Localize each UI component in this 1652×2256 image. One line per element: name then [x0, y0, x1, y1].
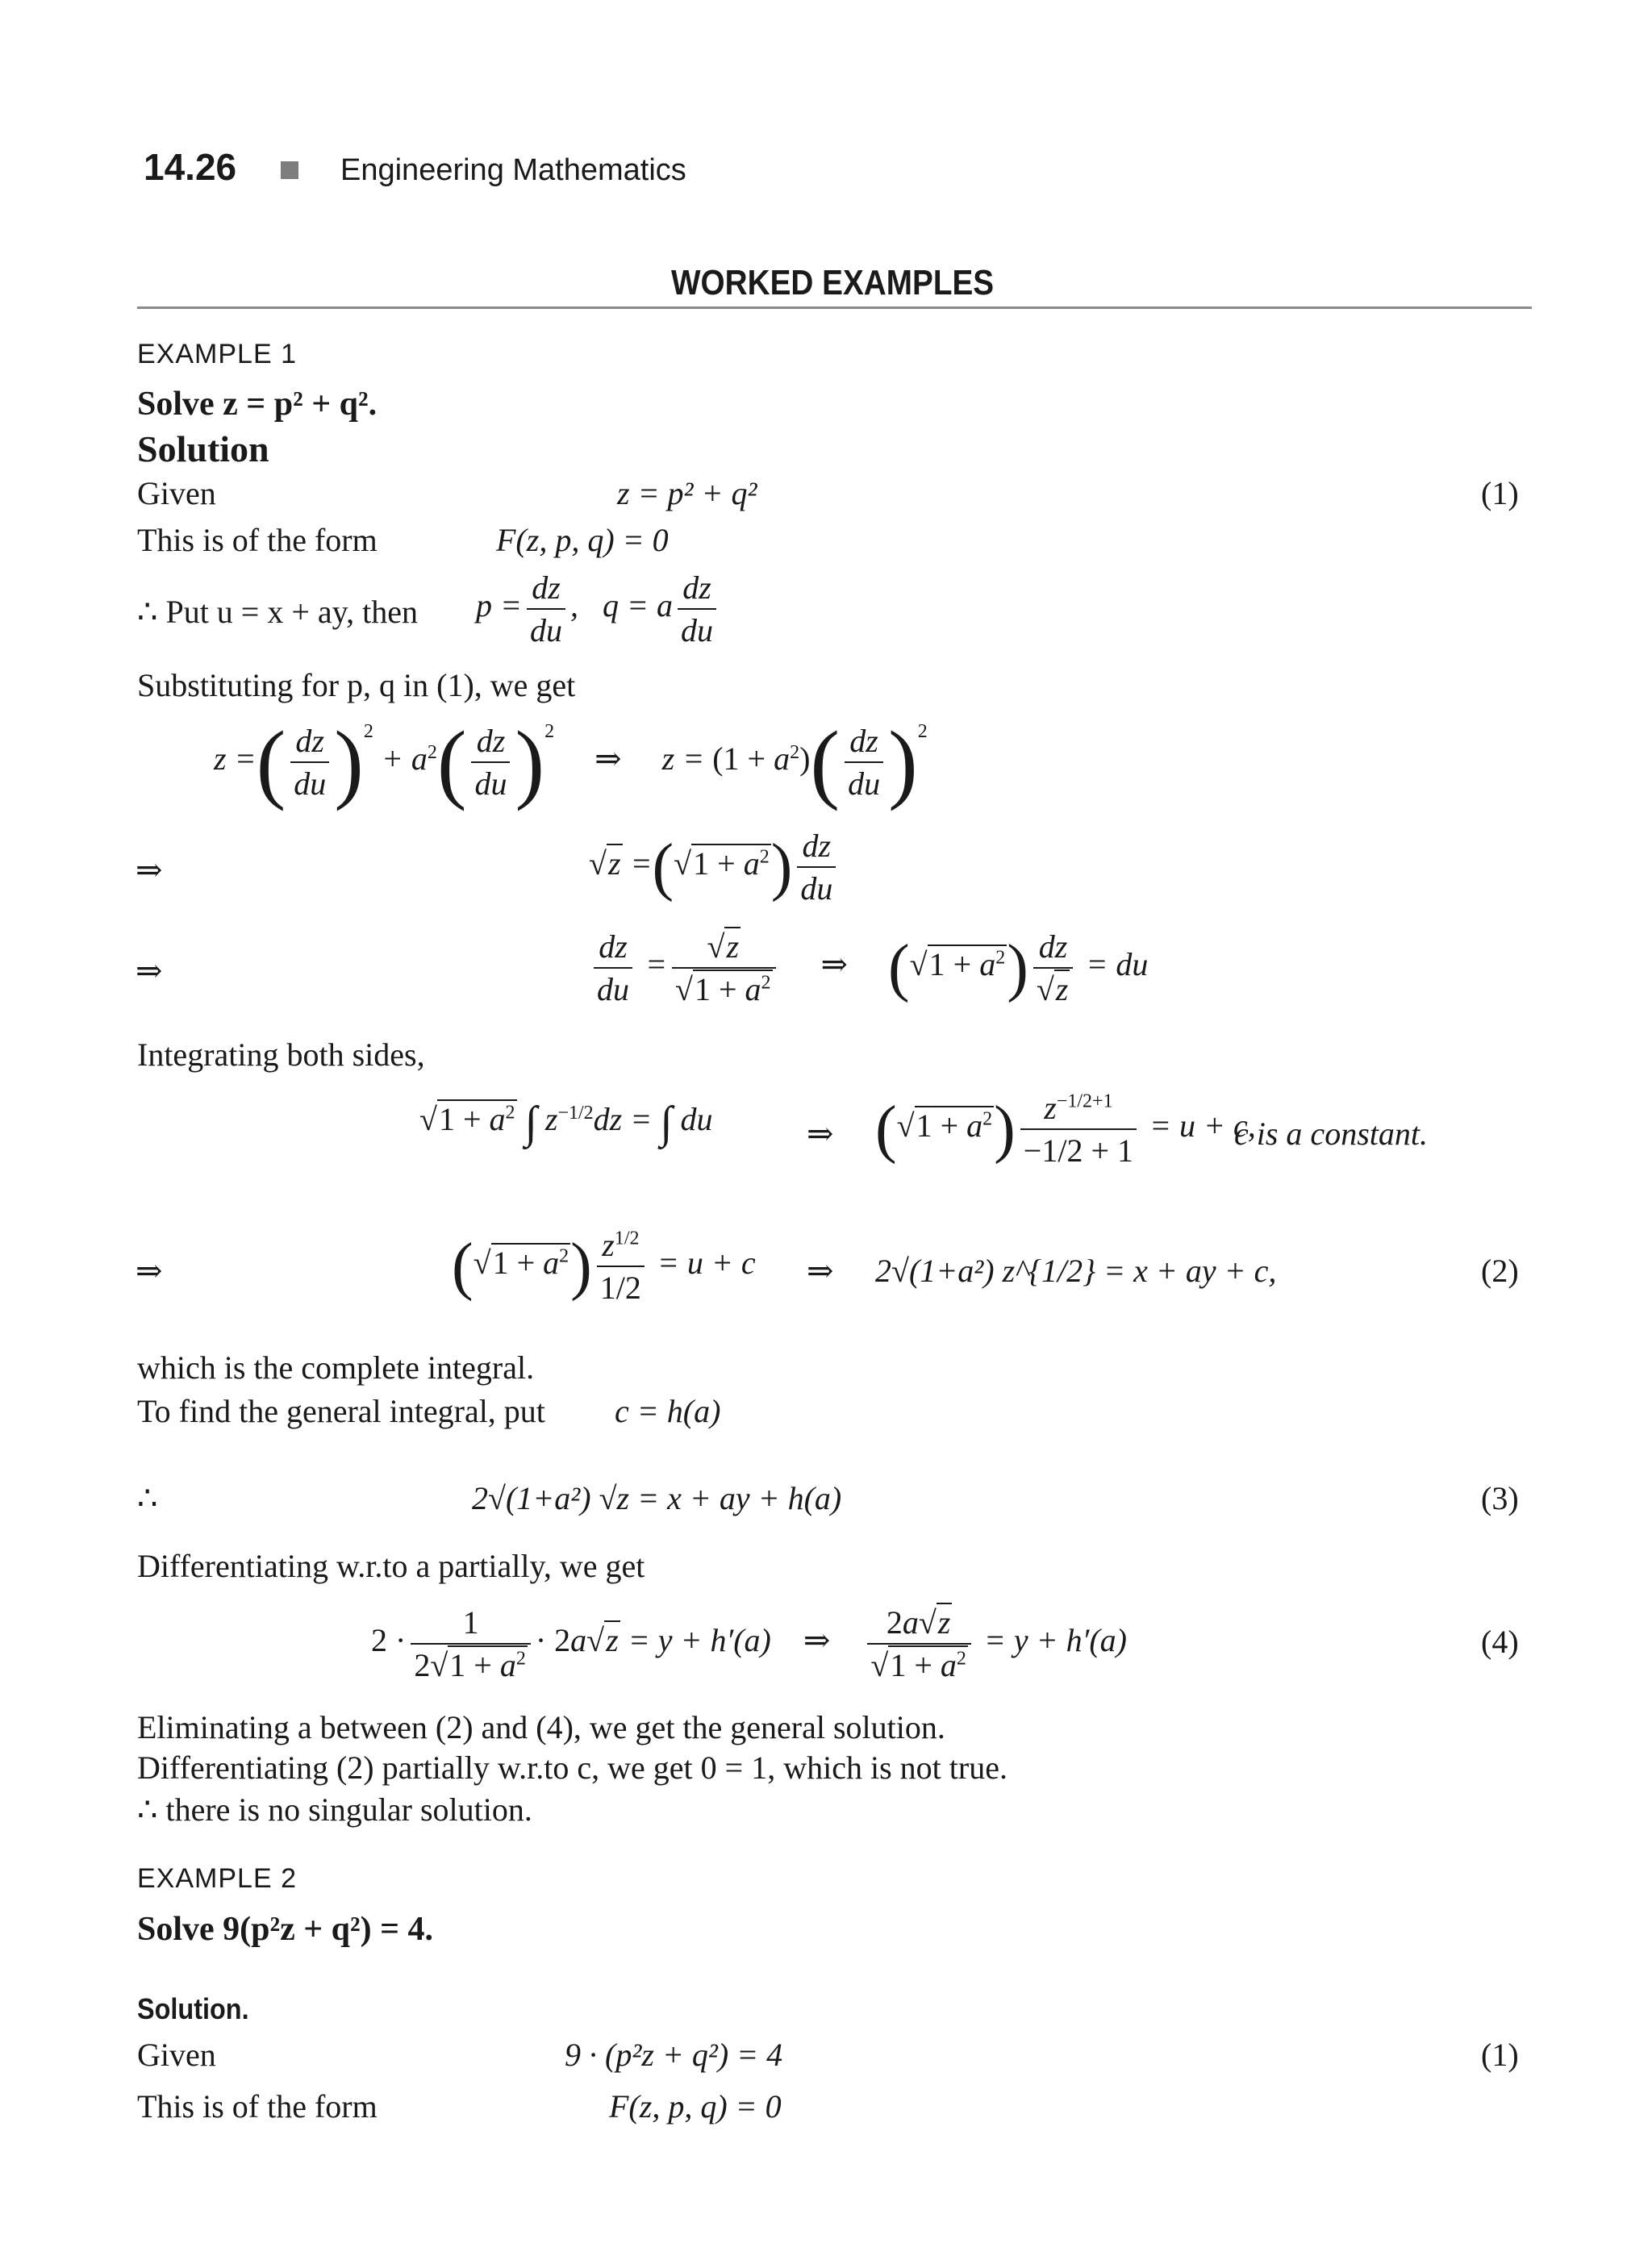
- therefore-symbol: ∴: [137, 1480, 158, 1516]
- form-equation: F(z, p, q) = 0: [496, 522, 669, 558]
- separated-equation: $\frac{dz}{du}$ = $\frac{√z}{√1 + a^2}$ ⇒ $(√1 + a^2)$ $\frac{dz}{√z}$ = du: [589, 928, 1148, 1008]
- given-label: Given: [137, 475, 216, 511]
- section-rule: [137, 306, 1532, 309]
- equation-number-4: (4): [1481, 1624, 1519, 1660]
- square-bullet-icon: [281, 161, 298, 179]
- example2-form-label: This is of the form: [137, 2088, 378, 2125]
- half-power-equation: $(√1 + a^2)$ $\frac{z^{1/2}}{1/2}$ = u + c: [452, 1227, 756, 1306]
- p-q-definition: p = $\frac{dz}{du}$ , q = a $\frac{dz}{du}$: [476, 569, 721, 649]
- example2-given-equation: 9 · (p²z + q²) = 4: [565, 2037, 783, 2073]
- put-text: ∴ Put u = x + ay, then: [137, 594, 418, 630]
- form-label: This is of the form: [137, 522, 378, 558]
- no-singular-text: ∴ there is no singular solution.: [137, 1791, 532, 1828]
- implies-symbol-1: ⇒: [136, 852, 163, 888]
- example2-label: EXAMPLE 2: [137, 1863, 297, 1894]
- example2-problem: Solve 9(p²z + q²) = 4.: [137, 1911, 434, 1948]
- example2-form-equation: F(z, p, q) = 0: [609, 2088, 782, 2125]
- example2-given-label: Given: [137, 2037, 216, 2073]
- book-title: Engineering Mathematics: [340, 153, 686, 187]
- differentiating-text: Differentiating w.r.to a partially, we get: [137, 1548, 645, 1584]
- implies-symbol-5: ⇒: [807, 1253, 834, 1289]
- substituting-text: Substituting for p, q in (1), we get: [137, 667, 576, 703]
- sqrt-z-equation: $√z =(√1 + a^2)$ $\frac{dz}{du}$: [589, 827, 841, 907]
- example2-solution-heading: Solution.: [137, 1992, 249, 2025]
- example2-equation-number-1: (1): [1481, 2037, 1519, 2073]
- complete-integral-text: which is the complete integral.: [137, 1349, 535, 1386]
- general-integral-text: To find the general integral, put: [137, 1393, 545, 1429]
- example1-label: EXAMPLE 1: [137, 339, 297, 369]
- implies-symbol-4: ⇒: [136, 1253, 163, 1289]
- general-integral-equation: c = h(a): [615, 1393, 721, 1429]
- equation-2: 2√(1+a²) z^{1/2} = x + ay + c,: [875, 1253, 1277, 1289]
- equation-3: 2√(1+a²) √z = x + ay + h(a): [472, 1480, 842, 1516]
- substituted-equation: z =( $\frac{dz}{du}$ )$^2 + a^2$( $\frac{dz}{du}$ )$^2$ ⇒ $z = (1 + a^2)$( $\frac{dz}{du}$ )$^2$: [214, 713, 928, 811]
- implies-symbol-3: ⇒: [807, 1115, 834, 1152]
- equation-number-3: (3): [1481, 1480, 1519, 1516]
- example1-solution-heading: Solution: [137, 428, 269, 469]
- integrating-text: Integrating both sides,: [137, 1036, 425, 1073]
- equation-number-2: (2): [1481, 1253, 1519, 1289]
- equation-number-1: (1): [1481, 475, 1519, 511]
- given-equation: z = p² + q²: [617, 475, 757, 511]
- implies-symbol-2: ⇒: [136, 953, 163, 989]
- constant-text: c is a constant.: [1234, 1115, 1428, 1152]
- differentiating-c-text: Differentiating (2) partially w.r.to c, we get 0 = 1, which is not true.: [137, 1749, 1007, 1786]
- example1-problem: Solve z = p² + q².: [137, 386, 378, 423]
- integral-equation: $√1 + a^2$ ∫ $z^{-1/2}dz$ = ∫ du: [419, 1098, 713, 1148]
- integrated-result: $(√1 + a^2)$ $\frac{z^{-1/2+1}}{-1/2 + 1}$ = u + c,: [875, 1090, 1256, 1169]
- page-number: 14.26: [144, 146, 237, 188]
- eliminating-text: Eliminating a between (2) and (4), we get the general solution.: [137, 1709, 945, 1745]
- equation-4: 2 · $\frac{1}{2√1 + a^2}$ · 2a√z = y + h′(a) ⇒ $\frac{2a√z}{√1 + a^2}$ = y + h′(a): [371, 1604, 1128, 1683]
- section-title: WORKED EXAMPLES: [671, 263, 995, 302]
